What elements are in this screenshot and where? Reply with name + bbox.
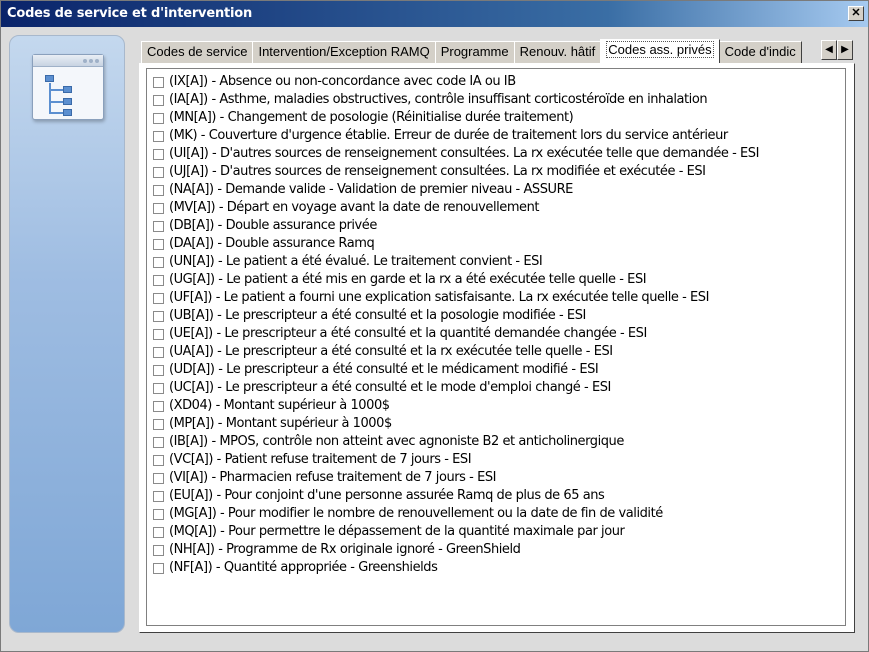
tab-intervention-exception-ramq[interactable]: Intervention/Exception RAMQ <box>252 41 435 63</box>
checkbox[interactable] <box>153 185 164 196</box>
checkbox[interactable] <box>153 311 164 322</box>
checkbox[interactable] <box>153 401 164 412</box>
list-item-label: (NA[A]) - Demande valide - Validation de premier niveau - ASSURE <box>169 182 573 197</box>
list-item-label: (NH[A]) - Programme de Rx originale ignoré - GreenShield <box>169 542 521 557</box>
list-item[interactable] <box>153 127 759 145</box>
checkbox[interactable] <box>153 509 164 520</box>
list-item[interactable] <box>153 307 759 325</box>
window-title: Codes de service et d'intervention <box>7 6 253 21</box>
checkbox[interactable] <box>153 383 164 394</box>
list-item-label: (DA[A]) - Double assurance Ramq <box>169 236 375 251</box>
list-item[interactable] <box>153 469 759 487</box>
list-item-label: (MK) - Couverture d'urgence établie. Erreur de durée de traitement lors du service antérieur <box>169 128 728 143</box>
list-item-label: (NF[A]) - Quantité appropriée - Greenshields <box>169 560 438 575</box>
list-item[interactable] <box>153 487 759 505</box>
list-item-label: (UD[A]) - Le prescripteur a été consulté et le médicament modifié - ESI <box>169 362 599 377</box>
list-item[interactable] <box>153 73 759 91</box>
checkbox[interactable] <box>153 221 164 232</box>
checkbox[interactable] <box>153 167 164 178</box>
list-item-label: (MP[A]) - Montant supérieur à 1000$ <box>169 416 392 431</box>
list-item[interactable] <box>153 541 759 559</box>
list-item[interactable] <box>153 253 759 271</box>
list-item-label: (MQ[A]) - Pour permettre le dépassement de la quantité maximale par jour <box>169 524 625 539</box>
checkbox[interactable] <box>153 203 164 214</box>
list-item-label: (UG[A]) - Le patient a été mis en garde et la rx a été exécutée telle quelle - ESI <box>169 272 647 287</box>
list-item[interactable] <box>153 325 759 343</box>
checkbox[interactable] <box>153 149 164 160</box>
tab-strip <box>141 39 831 63</box>
checkbox[interactable] <box>153 419 164 430</box>
checkbox[interactable] <box>153 527 164 538</box>
list-item[interactable] <box>153 415 759 433</box>
list-item-label: (UC[A]) - Le prescripteur a été consulté et le mode d'emploi changé - ESI <box>169 380 611 395</box>
list-item-label: (UI[A]) - D'autres sources de renseignement consultées. La rx exécutée telle que demandée - ESI <box>169 146 759 161</box>
list-item-label: (MG[A]) - Pour modifier le nombre de renouvellement ou la date de fin de validité <box>169 506 663 521</box>
checkbox[interactable] <box>153 257 164 268</box>
list-item-label: (EU[A]) - Pour conjoint d'une personne assurée Ramq de plus de 65 ans <box>169 488 605 503</box>
list-item[interactable] <box>153 379 759 397</box>
list-item-label: (UA[A]) - Le prescripteur a été consulté et la rx exécutée telle quelle - ESI <box>169 344 613 359</box>
close-button[interactable]: ✕ <box>848 6 864 21</box>
list-item[interactable] <box>153 145 759 163</box>
list-item-label: (UF[A]) - Le patient a fourni une explication satisfaisante. La rx exécutée telle quelle - ESI <box>169 290 709 305</box>
list-item[interactable] <box>153 181 759 199</box>
list-item[interactable] <box>153 397 759 415</box>
checkbox[interactable] <box>153 113 164 124</box>
checkbox[interactable] <box>153 329 164 340</box>
list-item-label: (MV[A]) - Départ en voyage avant la date de renouvellement <box>169 200 540 215</box>
checkbox[interactable] <box>153 239 164 250</box>
checkbox[interactable] <box>153 473 164 484</box>
list-item-label: (IA[A]) - Asthme, maladies obstructives, contrôle insuffisant corticostéroïde en inhalation <box>169 92 708 107</box>
list-item-label: (UB[A]) - Le prescripteur a été consulté et la posologie modifiée - ESI <box>169 308 586 323</box>
list-item-label: (UN[A]) - Le patient a été évalué. Le traitement convient - ESI <box>169 254 543 269</box>
list-item-label: (MN[A]) - Changement de posologie (Réinitialise durée traitement) <box>169 110 574 125</box>
list-item[interactable] <box>153 271 759 289</box>
list-item-label: (VI[A]) - Pharmacien refuse traitement de 7 jours - ESI <box>169 470 497 485</box>
list-item[interactable] <box>153 343 759 361</box>
client-area <box>1 27 868 651</box>
tab-scroll-buttons <box>821 39 853 59</box>
list-item-label: (VC[A]) - Patient refuse traitement de 7 jours - ESI <box>169 452 472 467</box>
list-item-label: (DB[A]) - Double assurance privée <box>169 218 377 233</box>
list-item[interactable] <box>153 163 759 181</box>
list-item-label: (IB[A]) - MPOS, contrôle non atteint avec agnoniste B2 et anticholinergique <box>169 434 624 449</box>
tab-scroll-left-button[interactable]: ◀ <box>821 40 837 60</box>
checkbox[interactable] <box>153 437 164 448</box>
list-item[interactable] <box>153 559 759 577</box>
list-item[interactable] <box>153 91 759 109</box>
checkbox[interactable] <box>153 491 164 502</box>
codes-list-box <box>146 68 846 626</box>
tab-codes-ass-prives[interactable]: Codes ass. privés <box>600 39 719 63</box>
list-item-label: (UJ[A]) - D'autres sources de renseignement consultées. La rx modifiée et exécutée - ESI <box>169 164 706 179</box>
tab-codes-de-service[interactable]: Codes de service <box>141 41 253 63</box>
checkbox[interactable] <box>153 365 164 376</box>
side-panel <box>9 35 125 633</box>
checkbox[interactable] <box>153 77 164 88</box>
codes-checklist <box>153 73 759 577</box>
list-item[interactable] <box>153 199 759 217</box>
tab-scroll-right-button[interactable]: ▶ <box>837 40 853 60</box>
list-item[interactable] <box>153 433 759 451</box>
list-item[interactable] <box>153 361 759 379</box>
list-item[interactable] <box>153 523 759 541</box>
tab-renouv-hatif[interactable]: Renouv. hâtif <box>514 41 602 63</box>
checkbox[interactable] <box>153 275 164 286</box>
list-item-label: (IX[A]) - Absence ou non-concordance avec code IA ou IB <box>169 74 516 89</box>
checkbox[interactable] <box>153 545 164 556</box>
tab-programme[interactable]: Programme <box>435 41 515 63</box>
checkbox[interactable] <box>153 563 164 574</box>
tab-code-d-indic[interactable]: Code d'indic <box>719 41 802 63</box>
list-item-label: (XD04) - Montant supérieur à 1000$ <box>169 398 390 413</box>
checkbox[interactable] <box>153 347 164 358</box>
list-item[interactable] <box>153 109 759 127</box>
list-item[interactable] <box>153 505 759 523</box>
tab-panel <box>139 63 855 633</box>
title-bar[interactable] <box>1 1 868 27</box>
tree-window-icon <box>32 54 104 120</box>
list-item[interactable] <box>153 217 759 235</box>
checkbox[interactable] <box>153 293 164 304</box>
checkbox[interactable] <box>153 455 164 466</box>
list-item[interactable] <box>153 451 759 469</box>
checkbox[interactable] <box>153 131 164 142</box>
list-item-label: (UE[A]) - Le prescripteur a été consulté et la quantité demandée changée - ESI <box>169 326 647 341</box>
list-item[interactable] <box>153 235 759 253</box>
list-item[interactable] <box>153 289 759 307</box>
checkbox[interactable] <box>153 95 164 106</box>
